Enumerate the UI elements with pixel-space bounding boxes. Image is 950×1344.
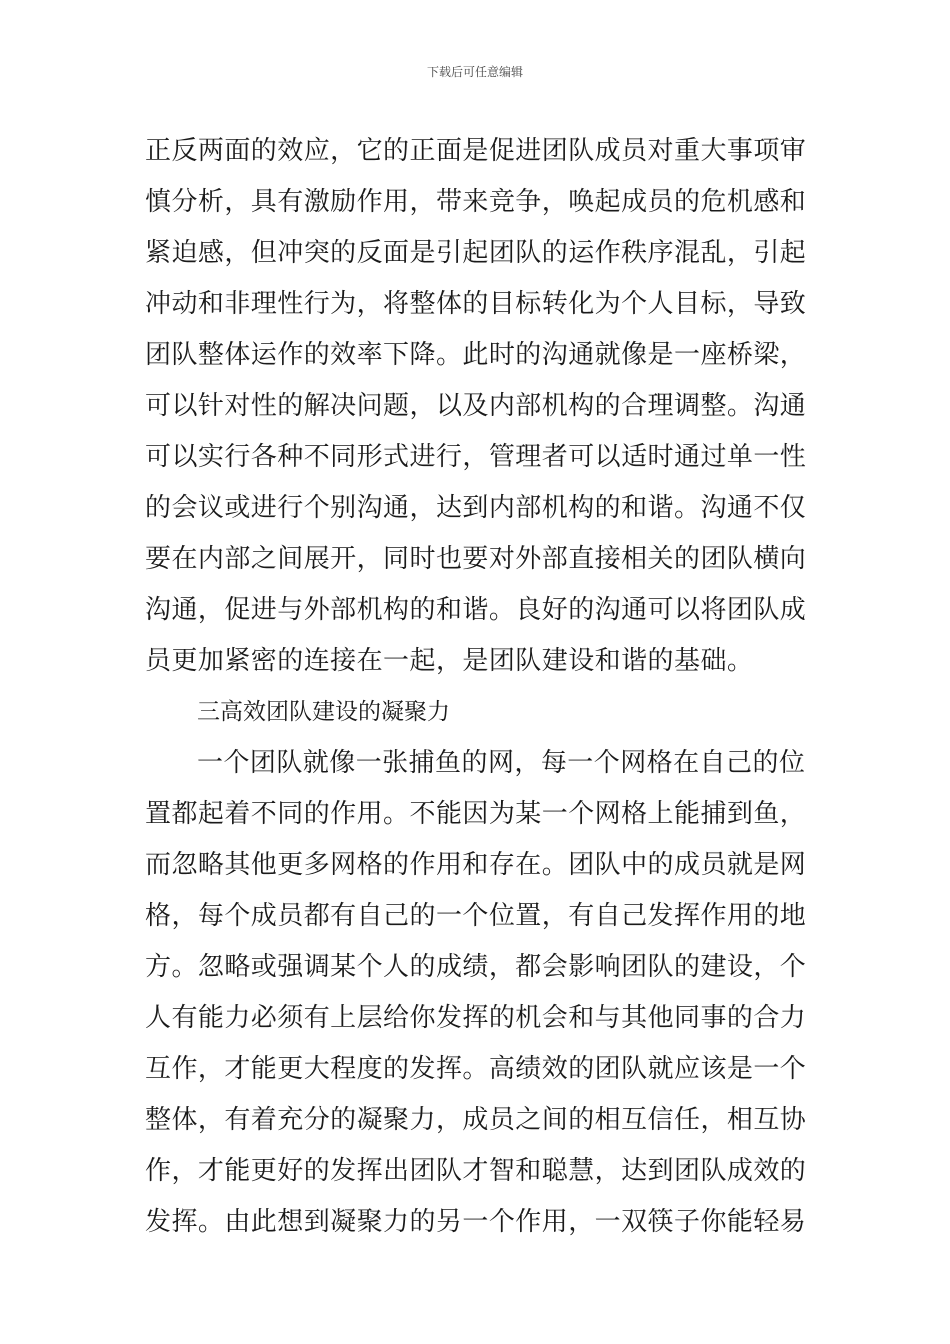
section-heading: 三高效团队建设的凝聚力 bbox=[197, 699, 450, 725]
text-line: 团队整体运作的效率下降。此时的沟通就像是一座桥梁， bbox=[145, 340, 807, 370]
text-line: 员更加紧密的连接在一起，是团队建设和谐的基础。 bbox=[145, 646, 754, 676]
text-line: 慎分析，具有激励作用，带来竞争，唤起成员的危机感和 bbox=[145, 187, 807, 217]
text-line: 而忽略其他更多网格的作用和存在。团队中的成员就是网 bbox=[145, 850, 807, 880]
paragraph-first-line: 一个团队就像一张捕鱼的网，每一个网格在自己的位 bbox=[197, 748, 806, 778]
text-line: 可以实行各种不同形式进行，管理者可以适时通过单一性 bbox=[145, 442, 807, 472]
text-line: 正反两面的效应，它的正面是促进团队成员对重大事项审 bbox=[145, 136, 807, 166]
text-line: 可以针对性的解决问题，以及内部机构的合理调整。沟通 bbox=[145, 391, 807, 421]
text-line: 紧迫感，但冲突的反面是引起团队的运作秩序混乱，引起 bbox=[145, 238, 807, 268]
text-line: 沟通，促进与外部机构的和谐。良好的沟通可以将团队成 bbox=[145, 595, 807, 625]
text-line: 冲动和非理性行为，将整体的目标转化为个人目标，导致 bbox=[145, 289, 807, 319]
document-body bbox=[145, 126, 813, 1248]
text-line: 作，才能更好的发挥出团队才智和聪慧，达到团队成效的 bbox=[145, 1156, 807, 1186]
text-line: 互作，才能更大程度的发挥。高绩效的团队就应该是一个 bbox=[145, 1054, 807, 1084]
text-line: 人有能力必须有上层给你发挥的机会和与其他同事的合力 bbox=[145, 1003, 807, 1033]
text-line: 格，每个成员都有自己的一个位置，有自己发挥作用的地 bbox=[145, 901, 807, 931]
page-header: 下载后可任意编辑 bbox=[426, 65, 523, 79]
text-line: 的会议或进行个别沟通，达到内部机构的和谐。沟通不仅 bbox=[145, 493, 807, 523]
text-line: 方。忽略或强调某个人的成绩，都会影响团队的建设，个 bbox=[145, 952, 807, 982]
text-line: 置都起着不同的作用。不能因为某一个网格上能捕到鱼， bbox=[145, 799, 807, 829]
text-line: 要在内部之间展开，同时也要对外部直接相关的团队横向 bbox=[145, 544, 807, 574]
text-line: 整体，有着充分的凝聚力，成员之间的相互信任，相互协 bbox=[145, 1105, 807, 1135]
text-line: 发挥。由此想到凝聚力的另一个作用，一双筷子你能轻易 bbox=[145, 1207, 807, 1237]
